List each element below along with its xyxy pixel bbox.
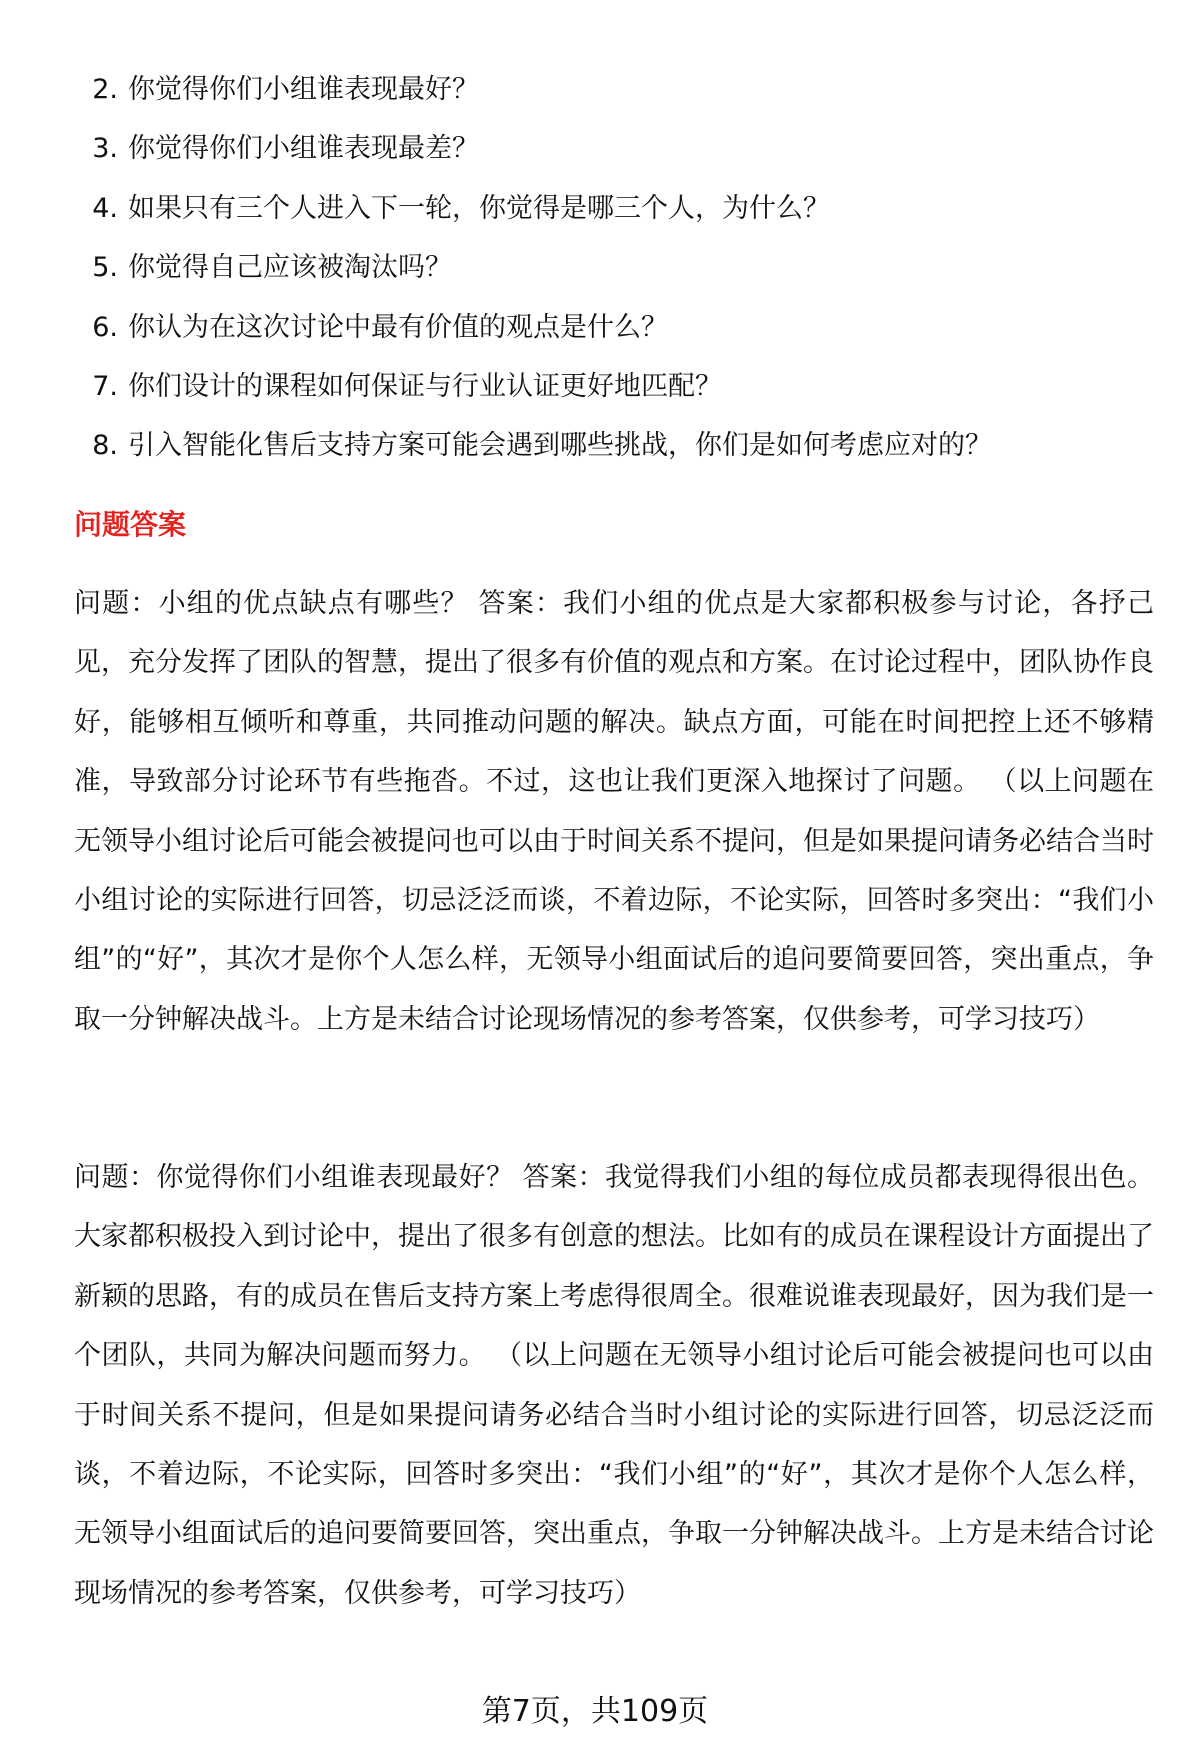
list-item — [74, 179, 1154, 238]
list-number: 2. — [92, 74, 118, 105]
list-item — [74, 60, 1154, 119]
list-text: 你们设计的课程如何保证与行业认证更好地匹配？ — [128, 370, 722, 402]
list-item — [74, 119, 1154, 178]
list-text: 引入智能化售后支持方案可能会遇到哪些挑战，你们是如何考虑应对的？ — [128, 430, 992, 462]
list-number: 7. — [92, 370, 118, 402]
list-text: 你认为在这次讨论中最有价值的观点是什么？ — [128, 311, 668, 343]
answer-paragraph: 问题：你觉得你们小组谁表现最好？ 答案：我觉得我们小组的每位成员都表现得很出色。大家都积极投入到讨论中，提出了很多有创意的想法。比如有的成员在课程设计方面提出了新颖的思路，有的成员在售后支持方案上考虑得很周全。很难说谁表现最好，因为我们是一个团队，共同为解决问题而努力。 （以上问题在无领导小组讨论后可能会被提问也可以由于时间关系不提问，但是如果提问请务必结合当时小组讨论的实际进行回答，切忌泛泛而谈，不着边际，不论实际，回答时多突出：“我们小组”的“好”，其次才是你个人怎么样，无领导小组面试后的追问要简要回答，突出重点，争取一分钟解决战斗。上方是未结合讨论现场情况的参考答案，仅供参考，可学习技巧） — [74, 1162, 1154, 1609]
list-text: 你觉得你们小组谁表现最差？ — [128, 133, 479, 165]
list-text: 如果只有三个人进入下一轮，你觉得是哪三个人，为什么？ — [128, 192, 830, 224]
page-number: 第7页，共109页 — [481, 1694, 709, 1729]
section-title: 问题答案 — [74, 508, 187, 541]
list-text: 你觉得自己应该被淘汰吗？ — [128, 252, 452, 284]
list-item — [74, 357, 1154, 416]
list-item — [74, 416, 1154, 475]
question-list — [74, 60, 1154, 476]
list-text: 你觉得你们小组谁表现最好？ — [128, 74, 479, 105]
list-number: 3. — [92, 133, 118, 165]
list-number: 6. — [92, 311, 118, 343]
list-number: 5. — [92, 252, 118, 284]
list-number: 8. — [92, 430, 118, 462]
list-number: 4. — [92, 192, 118, 224]
list-item — [74, 298, 1154, 357]
answer-paragraph: 问题：小组的优点缺点有哪些？ 答案：我们小组的优点是大家都积极参与讨论，各抒己见，充分发挥了团队的智慧，提出了很多有价值的观点和方案。在讨论过程中，团队协作良好，能够相互倾听和尊重，共同推动问题的解决。缺点方面，可能在时间把控上还不够精准，导致部分讨论环节有些拖沓。不过，这也让我们更深入地探讨了问题。 （以上问题在无领导小组讨论后可能会被提问也可以由于时间关系不提问，但是如果提问请务必结合当时小组讨论的实际进行回答，切忌泛泛而谈，不着边际，不论实际，回答时多突出：“我们小组”的“好”，其次才是你个人怎么样，无领导小组面试后的追问要简要回答，突出重点，争取一分钟解决战斗。上方是未结合讨论现场情况的参考答案，仅供参考，可学习技巧） — [74, 588, 1154, 1035]
list-item — [74, 238, 1154, 297]
